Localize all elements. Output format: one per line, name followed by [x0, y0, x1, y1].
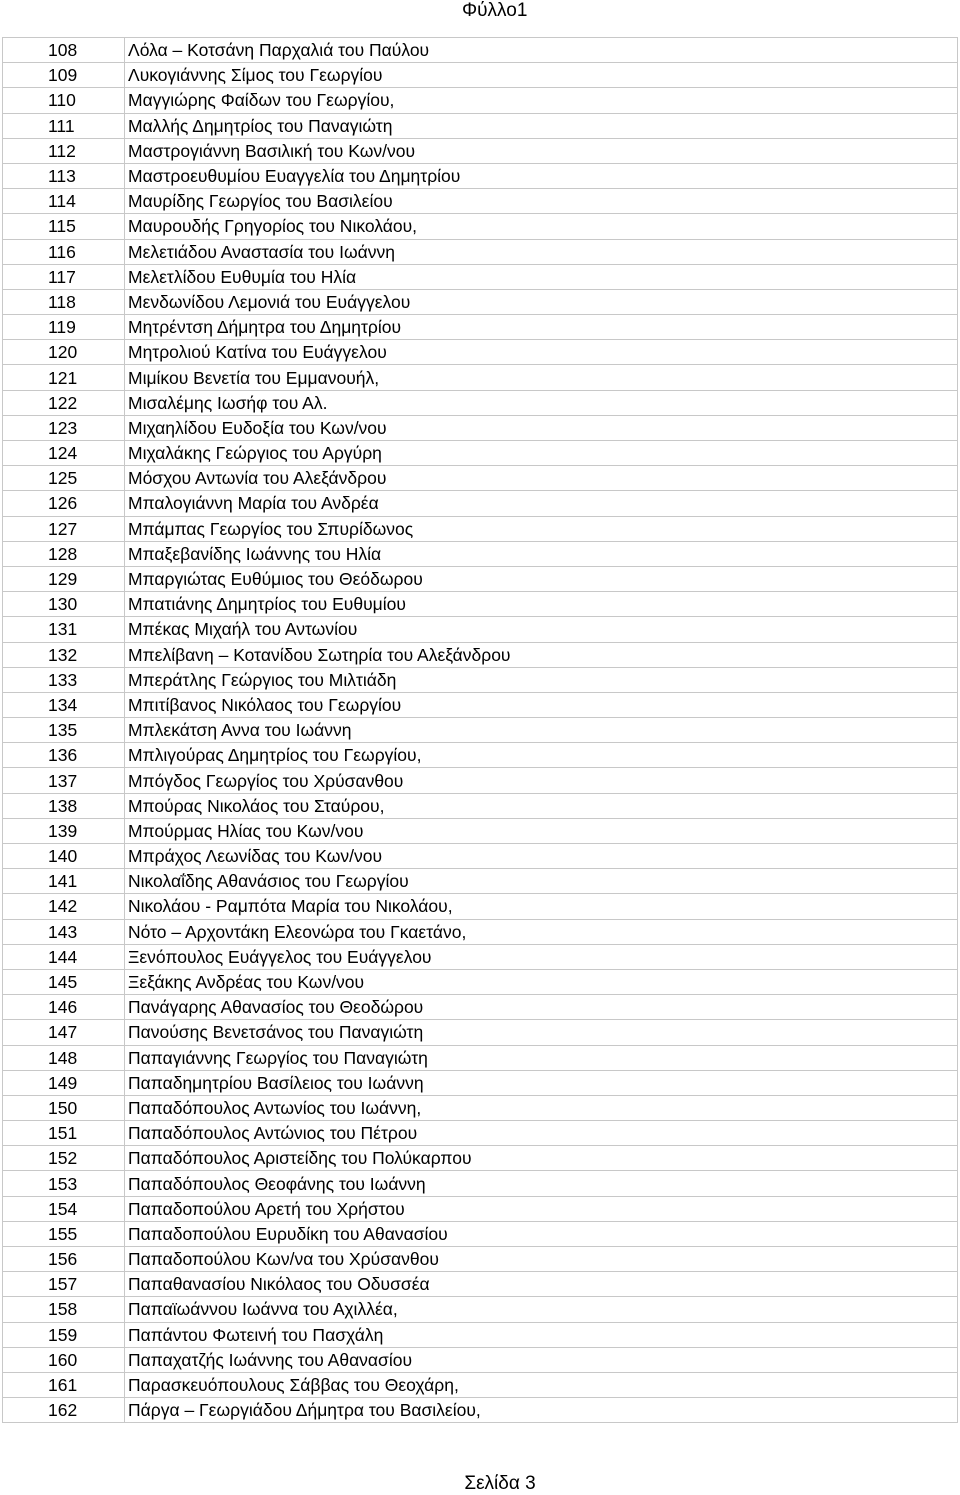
row-number-cell: 151	[3, 1121, 125, 1146]
table-row	[3, 1070, 958, 1095]
person-name-cell: Νότο – Αρχοντάκη Ελεονώρα του Γκαετάνο,	[125, 919, 958, 944]
person-name-cell: Νικολαΐδης Αθανάσιος του Γεωργίου	[125, 869, 958, 894]
person-name-cell: Μισαλέμης Ιωσήφ του Αλ.	[125, 390, 958, 415]
table-row	[3, 516, 958, 541]
table-row	[3, 113, 958, 138]
row-number-cell: 131	[3, 617, 125, 642]
row-number-cell: 149	[3, 1070, 125, 1095]
table-row	[3, 667, 958, 692]
table-row	[3, 1045, 958, 1070]
table-row	[3, 1196, 958, 1221]
row-number-cell: 130	[3, 592, 125, 617]
table-row	[3, 1347, 958, 1372]
table-row	[3, 189, 958, 214]
row-number-cell: 122	[3, 390, 125, 415]
table-row	[3, 491, 958, 516]
row-number-cell: 136	[3, 743, 125, 768]
row-number-cell: 121	[3, 365, 125, 390]
row-number-cell: 150	[3, 1095, 125, 1120]
person-name-cell: Μελετιάδου Αναστασία του Ιωάννη	[125, 239, 958, 264]
row-number-cell: 152	[3, 1146, 125, 1171]
person-name-cell: Μπράχος Λεωνίδας του Κων/νου	[125, 844, 958, 869]
person-name-cell: Παπαδόπουλος Θεοφάνης του Ιωάννη	[125, 1171, 958, 1196]
row-number-cell: 158	[3, 1297, 125, 1322]
table-row	[3, 63, 958, 88]
person-name-cell: Ξεξάκης Ανδρέας του Κων/νου	[125, 969, 958, 994]
names-table	[2, 37, 958, 1423]
row-number-cell: 146	[3, 995, 125, 1020]
row-number-cell: 148	[3, 1045, 125, 1070]
person-name-cell: Μπέκας Μιχαήλ του Αντωνίου	[125, 617, 958, 642]
table-row	[3, 919, 958, 944]
row-number-cell: 108	[3, 38, 125, 63]
row-number-cell: 153	[3, 1171, 125, 1196]
page-number: Σελίδα 3	[464, 1473, 536, 1494]
table-row	[3, 793, 958, 818]
table-row	[3, 1398, 958, 1423]
row-number-cell: 161	[3, 1372, 125, 1397]
person-name-cell: Μιχαλάκης Γεώργιος του Αργύρη	[125, 441, 958, 466]
table-row	[3, 869, 958, 894]
person-name-cell: Μπελίβανη – Κοτανίδου Σωτηρία του Αλεξάνδρου	[125, 642, 958, 667]
table-row	[3, 315, 958, 340]
table-row	[3, 1121, 958, 1146]
row-number-cell: 145	[3, 969, 125, 994]
row-number-cell: 112	[3, 138, 125, 163]
table-row	[3, 566, 958, 591]
table-row	[3, 138, 958, 163]
row-number-cell: 137	[3, 768, 125, 793]
row-number-cell: 134	[3, 692, 125, 717]
person-name-cell: Παπαδημητρίου Βασίλειος του Ιωάννη	[125, 1070, 958, 1095]
row-number-cell: 123	[3, 415, 125, 440]
table-row	[3, 38, 958, 63]
person-name-cell: Νικολάου - Ραμπότα Μαρία του Νικολάου,	[125, 894, 958, 919]
row-number-cell: 120	[3, 340, 125, 365]
person-name-cell: Μπλιγούρας Δημητρίος του Γεωργίου,	[125, 743, 958, 768]
person-name-cell: Μπαλογιάννη Μαρία του Ανδρέα	[125, 491, 958, 516]
person-name-cell: Μπάμπας Γεωργίος του Σπυρίδωνος	[125, 516, 958, 541]
table-row	[3, 617, 958, 642]
person-name-cell: Παπαδοπούλου Κων/να του Χρύσανθου	[125, 1247, 958, 1272]
table-row	[3, 1020, 958, 1045]
person-name-cell: Μαστροευθυμίου Ευαγγελία του Δημητρίου	[125, 163, 958, 188]
person-name-cell: Παπαδοπούλου Ευρυδίκη του Αθανασίου	[125, 1221, 958, 1246]
table-row	[3, 340, 958, 365]
row-number-cell: 142	[3, 894, 125, 919]
sheet-title: Φύλλο1	[462, 0, 528, 21]
person-name-cell: Παπαγιάννης Γεωργίος του Παναγιώτη	[125, 1045, 958, 1070]
person-name-cell: Παπαδόπουλος Αριστείδης του Πολύκαρπου	[125, 1146, 958, 1171]
person-name-cell: Παπαδόπουλος Αντώνιος του Πέτρου	[125, 1121, 958, 1146]
person-name-cell: Μαυρουδής Γρηγορίος του Νικολάου,	[125, 214, 958, 239]
table-row	[3, 1146, 958, 1171]
row-number-cell: 162	[3, 1398, 125, 1423]
row-number-cell: 139	[3, 818, 125, 843]
table-row	[3, 768, 958, 793]
row-number-cell: 118	[3, 289, 125, 314]
row-number-cell: 159	[3, 1322, 125, 1347]
row-number-cell: 125	[3, 466, 125, 491]
table-row	[3, 365, 958, 390]
row-number-cell: 144	[3, 944, 125, 969]
person-name-cell: Μητρολιού Κατίνα του Ευάγγελου	[125, 340, 958, 365]
person-name-cell: Παπαδόπουλος Αντωνίος του Ιωάννη,	[125, 1095, 958, 1120]
table-row	[3, 894, 958, 919]
person-name-cell: Μπαργιώτας Ευθύμιος του Θεόδωρου	[125, 566, 958, 591]
table-row	[3, 289, 958, 314]
row-number-cell: 115	[3, 214, 125, 239]
table-row	[3, 1095, 958, 1120]
row-number-cell: 155	[3, 1221, 125, 1246]
row-number-cell: 116	[3, 239, 125, 264]
row-number-cell: 127	[3, 516, 125, 541]
person-name-cell: Παπαχατζής Ιωάννης του Αθανασίου	[125, 1347, 958, 1372]
row-number-cell: 128	[3, 541, 125, 566]
table-row	[3, 1322, 958, 1347]
table-row	[3, 995, 958, 1020]
person-name-cell: Μαγγιώρης Φαίδων του Γεωργίου,	[125, 88, 958, 113]
row-number-cell: 132	[3, 642, 125, 667]
person-name-cell: Μενδωνίδου Λεμονιά του Ευάγγελου	[125, 289, 958, 314]
person-name-cell: Παπαθανασίου Νικόλαος του Οδυσσέα	[125, 1272, 958, 1297]
table-row	[3, 1221, 958, 1246]
person-name-cell: Μαλλής Δημητρίος του Παναγιώτη	[125, 113, 958, 138]
table-row	[3, 1297, 958, 1322]
person-name-cell: Μπούρας Νικολάος του Σταύρου,	[125, 793, 958, 818]
table-row	[3, 1247, 958, 1272]
row-number-cell: 111	[3, 113, 125, 138]
table-row	[3, 239, 958, 264]
table-row	[3, 969, 958, 994]
person-name-cell: Λυκογιάννης Σίμος του Γεωργίου	[125, 63, 958, 88]
row-number-cell: 141	[3, 869, 125, 894]
table-row	[3, 692, 958, 717]
row-number-cell: 113	[3, 163, 125, 188]
person-name-cell: Μόσχου Αντωνία του Αλεξάνδρου	[125, 466, 958, 491]
person-name-cell: Ξενόπουλος Ευάγγελος του Ευάγγελου	[125, 944, 958, 969]
row-number-cell: 154	[3, 1196, 125, 1221]
person-name-cell: Παπαδοπούλου Αρετή του Χρήστου	[125, 1196, 958, 1221]
person-name-cell: Παρασκευόπουλους Σάββας του Θεοχάρη,	[125, 1372, 958, 1397]
person-name-cell: Πανάγαρης Αθανασίος του Θεοδώρου	[125, 995, 958, 1020]
person-name-cell: Μπατιάνης Δημητρίος του Ευθυμίου	[125, 592, 958, 617]
row-number-cell: 138	[3, 793, 125, 818]
table-row	[3, 944, 958, 969]
row-number-cell: 119	[3, 315, 125, 340]
row-number-cell: 135	[3, 718, 125, 743]
person-name-cell: Μπόγδος Γεωργίος του Χρύσανθου	[125, 768, 958, 793]
row-number-cell: 129	[3, 566, 125, 591]
row-number-cell: 114	[3, 189, 125, 214]
table-row	[3, 1171, 958, 1196]
person-name-cell: Μπιτίβανος Νικόλαος του Γεωργίου	[125, 692, 958, 717]
person-name-cell: Μητρέντση Δήμητρα του Δημητρίου	[125, 315, 958, 340]
table-row	[3, 1272, 958, 1297]
row-number-cell: 109	[3, 63, 125, 88]
table-row	[3, 466, 958, 491]
person-name-cell: Μιχαηλίδου Ευδοξία του Κων/νου	[125, 415, 958, 440]
names-table-body	[3, 38, 958, 1423]
person-name-cell: Μπεράτλης Γεώργιος του Μιλτιάδη	[125, 667, 958, 692]
table-row	[3, 541, 958, 566]
table-row	[3, 642, 958, 667]
table-row	[3, 718, 958, 743]
person-name-cell: Μπαξεβανίδης Ιωάννης του Ηλία	[125, 541, 958, 566]
row-number-cell: 117	[3, 264, 125, 289]
person-name-cell: Μπούρμας Ηλίας του Κων/νου	[125, 818, 958, 843]
row-number-cell: 156	[3, 1247, 125, 1272]
row-number-cell: 160	[3, 1347, 125, 1372]
row-number-cell: 147	[3, 1020, 125, 1045]
table-row	[3, 844, 958, 869]
row-number-cell: 143	[3, 919, 125, 944]
table-row	[3, 818, 958, 843]
table-row	[3, 743, 958, 768]
table-row	[3, 415, 958, 440]
table-row	[3, 441, 958, 466]
row-number-cell: 126	[3, 491, 125, 516]
person-name-cell: Μιμίκου Βενετία του Εμμανουήλ,	[125, 365, 958, 390]
person-name-cell: Μελετλίδου Ευθυμία του Ηλία	[125, 264, 958, 289]
row-number-cell: 124	[3, 441, 125, 466]
table-row	[3, 163, 958, 188]
person-name-cell: Μπλεκάτση Αννα του Ιωάννη	[125, 718, 958, 743]
row-number-cell: 157	[3, 1272, 125, 1297]
person-name-cell: Λόλα – Κοτσάνη Παρχαλιά του Παύλου	[125, 38, 958, 63]
row-number-cell: 133	[3, 667, 125, 692]
table-row	[3, 214, 958, 239]
person-name-cell: Πάργα – Γεωργιάδου Δήμητρα του Βασιλείου,	[125, 1398, 958, 1423]
person-name-cell: Πανούσης Βενετσάνος του Παναγιώτη	[125, 1020, 958, 1045]
table-row	[3, 390, 958, 415]
person-name-cell: Μαστρογιάννη Βασιλική του Κων/νου	[125, 138, 958, 163]
table-row	[3, 264, 958, 289]
person-name-cell: Παπαϊωάννου Ιωάννα του Αχιλλέα,	[125, 1297, 958, 1322]
table-row	[3, 88, 958, 113]
row-number-cell: 140	[3, 844, 125, 869]
table-row	[3, 1372, 958, 1397]
row-number-cell: 110	[3, 88, 125, 113]
table-row	[3, 592, 958, 617]
person-name-cell: Μαυρίδης Γεωργίος του Βασιλείου	[125, 189, 958, 214]
person-name-cell: Παπάντου Φωτεινή του Πασχάλη	[125, 1322, 958, 1347]
